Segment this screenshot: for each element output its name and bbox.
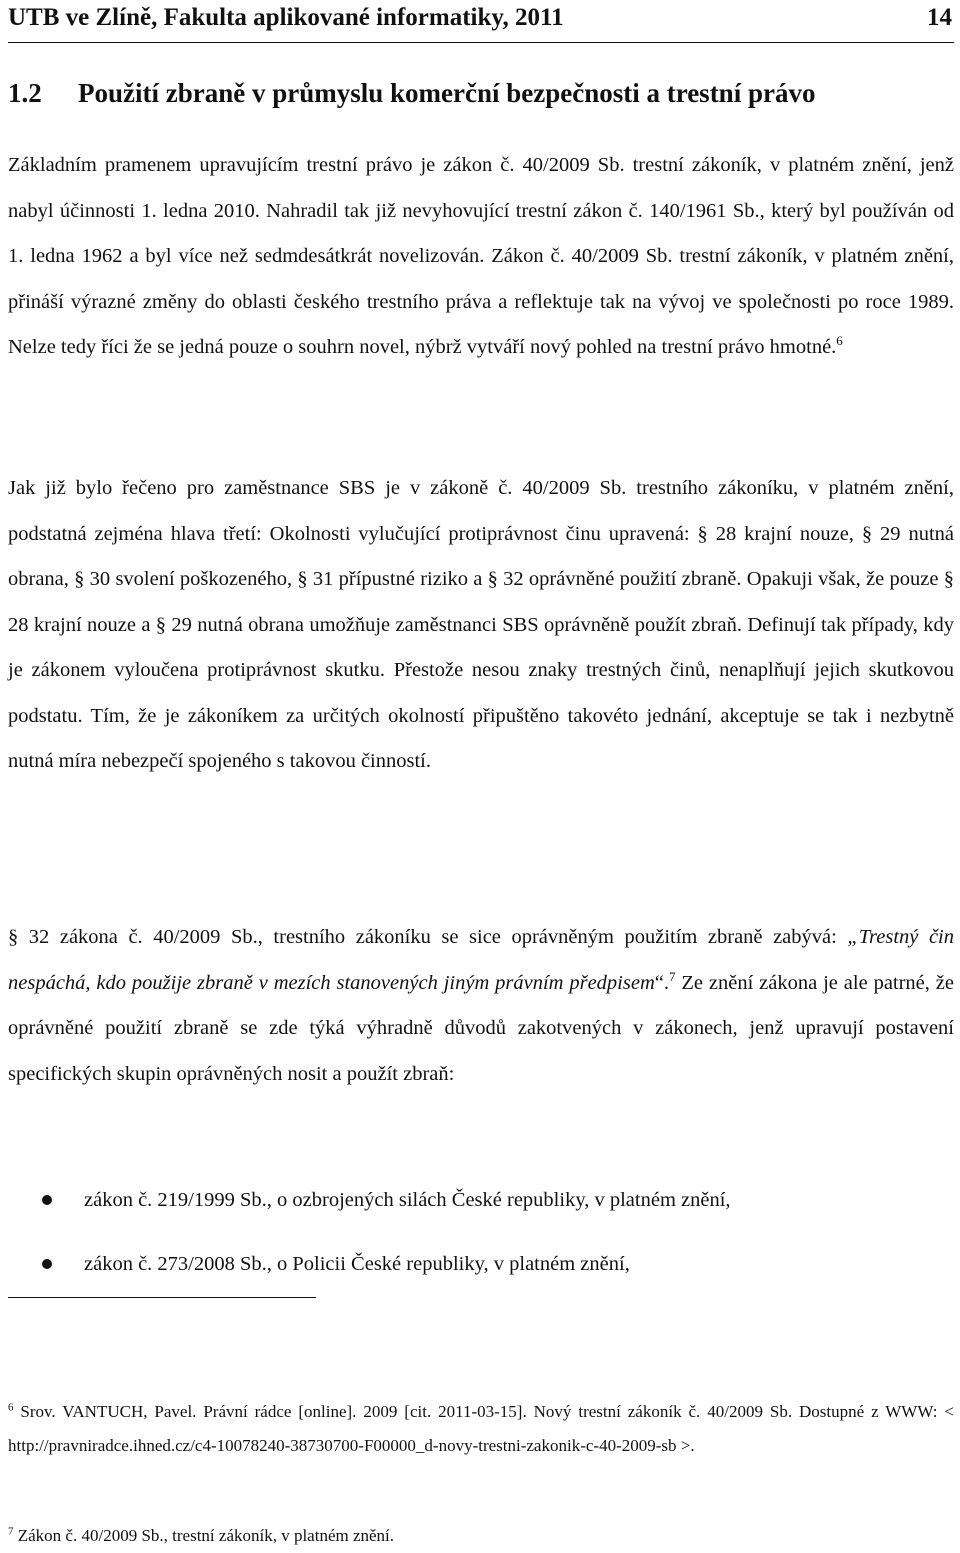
section-number: 1.2 — [8, 78, 42, 108]
law-list — [8, 1180, 954, 1308]
law-quote-end: “. — [654, 971, 669, 994]
paragraph-2: Jak již bylo řečeno pro zaměstnance SBS je v zákoně č. 40/2009 Sb. trestního zákoníku, v platném znění, podstatná zejména hlava třetí: Okolnosti vylučující protiprávnost činu upravená: § 28 krajní nouze, § 29 nutná obrana, § 30 svolení poškozeného, § 31 přípustné riziko a § 32 oprávněné použití zbraně. Opakuji však, že pouze § 28 krajní nouze a § 29 nutná obrana umožňuje zaměstnanci SBS oprávněně použít zbraň. Definují tak případy, kdy je zákonem vyloučena protiprávnost skutku. Přestože nesou znaky trestných činů, nenaplňují jejich skutkovou podstatu. Tím, že je zákoníkem za určitých okolností připuštěno takovéto jednání, akceptuje se tak i nezbytně nutná míra nebezpečí spojeného s takovou činností. — [8, 477, 954, 772]
list-item-text: zákon č. 219/1999 Sb., o ozbrojených silách České republiky, v platném znění, — [84, 1189, 731, 1211]
list-item — [8, 1244, 954, 1308]
footnote-ref-7: 7 — [669, 968, 676, 984]
page-number: 14 — [927, 4, 952, 31]
running-header — [8, 4, 954, 43]
footnote-mark: 6 — [8, 1401, 14, 1414]
footnote-6 — [8, 1395, 954, 1463]
section-heading — [8, 78, 815, 109]
paragraph-1 — [8, 143, 954, 371]
section-title: Použití zbraně v průmyslu komerční bezpečnosti a trestní právo — [78, 78, 816, 108]
footnote-separator — [8, 1297, 316, 1298]
footnote-7 — [8, 1519, 954, 1553]
footnote-text: Zákon č. 40/2009 Sb., trestní zákoník, v platném znění. — [13, 1526, 395, 1545]
footnote-mark: 7 — [8, 1525, 14, 1538]
list-item — [8, 1180, 954, 1244]
law-quote: „Trestný čin nespáchá, kdo použije zbraně v mezích stanovených jiným právním předpisem — [8, 926, 954, 994]
paragraph-3 — [8, 915, 954, 1097]
running-title: UTB ve Zlíně, Fakulta aplikované informatiky, 2011 — [8, 4, 564, 31]
bullet-icon — [42, 1259, 52, 1269]
bullet-icon — [42, 1195, 52, 1205]
footnote-ref-6: 6 — [836, 333, 843, 349]
footnote-text: Srov. VANTUCH, Pavel. Právní rádce [online]. 2009 [cit. 2011-03-15]. Nový trestní zákoník č. 40/2009 Sb. Dostupné z WWW: < http://pravniradce.ihned.cz/c4-10078240-38730700-F00000_d-novy-trestni-zakonik-c-40-2009-sb >. — [8, 1402, 954, 1455]
paragraph-1-text: Základním pramenem upravujícím trestní právo je zákon č. 40/2009 Sb. trestní zákoník, v platném znění, jenž nabyl účinnosti 1. ledna 2010. Nahradil tak již nevyhovující trestní zákon č. 140/1961 Sb., který byl používán od 1. ledna 1962 a byl více než sedmdesátkrát novelizován. Zákon č. 40/2009 Sb. trestní zákoník, v platném znění, přináší výrazné změny do oblasti českého trestního práva a reflektuje tak na vývoj ve společnosti po roce 1989. Nelze tedy říci že se jedná pouze o souhrn novel, nýbrž vytváří nový pohled na trestní právo hmotné. — [8, 154, 954, 358]
paragraph-3-lead: § 32 zákona č. 40/2009 Sb., trestního zákoníku se sice oprávněným použitím zbraně zabývá: — [8, 926, 848, 948]
list-item-text: zákon č. 273/2008 Sb., o Policii České republiky, v platném znění, — [84, 1253, 630, 1275]
paragraph-3-tail: Ze znění zákona je ale patrné, že oprávněné použití zbraně se zde týká výhradně důvodů zakotvených v zákonech, jenž upravují postavení specifických skupin oprávněných nosit a použít zbraň: — [8, 971, 954, 1085]
